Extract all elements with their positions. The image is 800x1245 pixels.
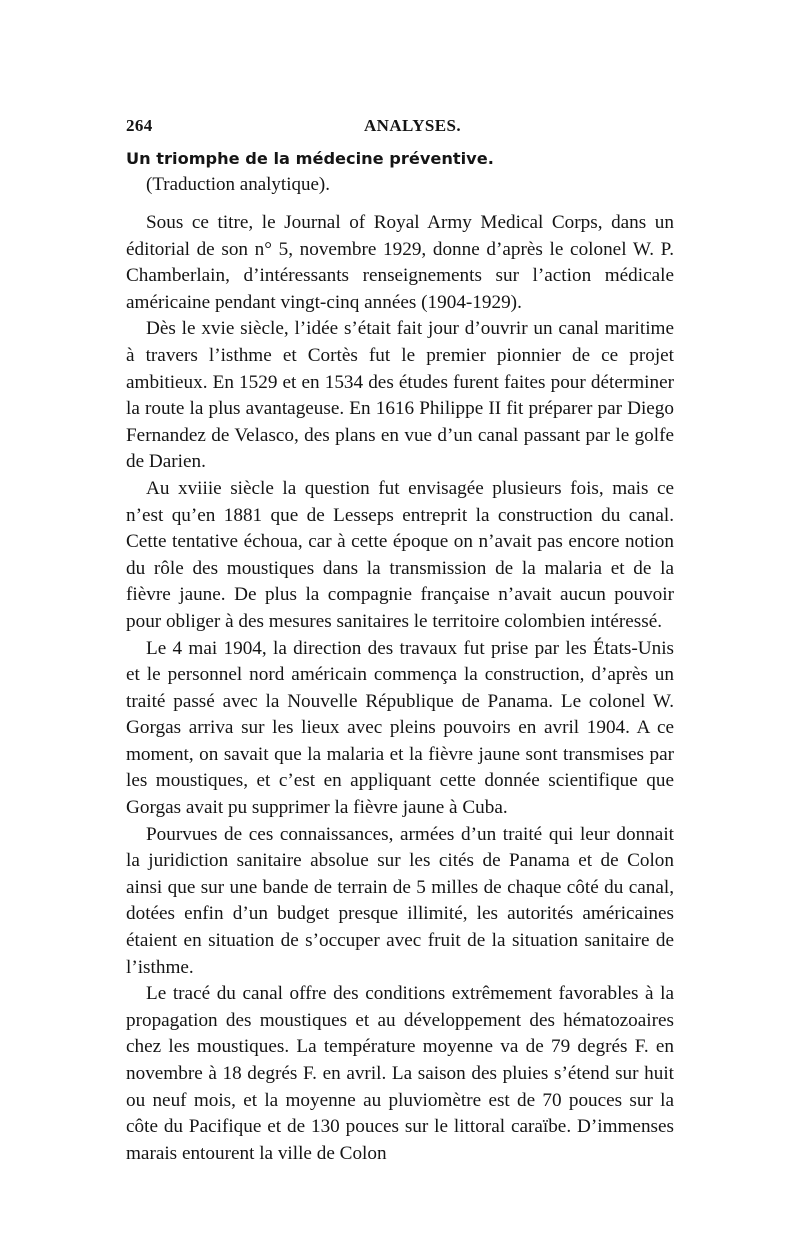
paragraph: Le 4 mai 1904, la direction des travaux fut prise par les États-Unis et le personnel nord américain commença la construction, d’après un traité passé avec la Nouvelle République de Panama. Le colonel W. Gorgas arriva sur les lieux avec pleins pouvoirs en avril 1904. A ce moment, on savait que la malaria et la fièvre jaune sont transmises par les moustiques, et c’est en appliquant cette donnée scientifique que Gorgas avait pu supprimer la fièvre jaune à Cuba. xyxy=(126,637,674,819)
paragraph: Sous ce titre, le Journal of Royal Army Medical Corps, dans un éditorial de son n° 5, novembre 1929, donne d’après le colonel W. P. Chamberlain, d’intéressants renseignements sur l’action médicale américaine pendant vingt-cinq années (1904-1929). xyxy=(126,212,674,313)
paragraph: Le tracé du canal offre des conditions extrêmement favorables à la propagation des moustiques et au développement des hématozoaires chez les moustiques. La température moyenne va de 79 degrés F. en novembre à 18 degrés F. en avril. La saison des pluies s’étend sur huit ou neuf mois, et la moyenne au pluviomètre est de 70 pouces sur la côte du Pacifique et de 130 pouces sur le littoral caraïbe. D’immenses marais entourent la ville de Colon xyxy=(126,983,674,1164)
paragraph: Pourvues de ces connaissances, armées d’un traité qui leur donnait la juridiction sanitaire absolue sur les cités de Panama et de Colon ainsi que sur une bande de terrain de 5 milles de chaque côté du canal, dotées enfin d’un budget presque illimité, les autorités américaines étaient en situation de s’occuper avec fruit de la situation sanitaire de l’isthme. xyxy=(126,823,674,978)
paragraph: Au xviiie siècle la question fut envisagée plusieurs fois, mais ce n’est qu’en 1881 que de Lesseps entreprit la construction du canal. Cette tentative échoua, car à cette époque on n’avait pas encore notion du rôle des moustiques dans la transmission de la malaria et de la fièvre jaune. De plus la compagnie française n’avait aucun pouvoir pour obliger à des mesures sanitaires le territoire colombien intéressé. xyxy=(126,477,674,632)
page xyxy=(126,116,674,1167)
paragraph: Dès le xvie siècle, l’idée s’était fait jour d’ouvrir un canal maritime à travers l’isthme et Cortès fut le premier pionnier de ce projet ambitieux. En 1529 et en 1534 des études furent faites pour déterminer la route la plus avantageuse. En 1616 Philippe II fit préparer par Diego Fernandez de Velasco, des plans en vue d’un canal passant par le golfe de Darien. xyxy=(126,318,674,473)
article-subtitle: (Traduction analytique). xyxy=(146,174,330,195)
article-title: Un triomphe de la médecine préventive. xyxy=(126,149,494,168)
running-title: ANALYSES. xyxy=(364,116,461,135)
running-head xyxy=(126,116,674,144)
page-number: 264 xyxy=(126,116,153,135)
